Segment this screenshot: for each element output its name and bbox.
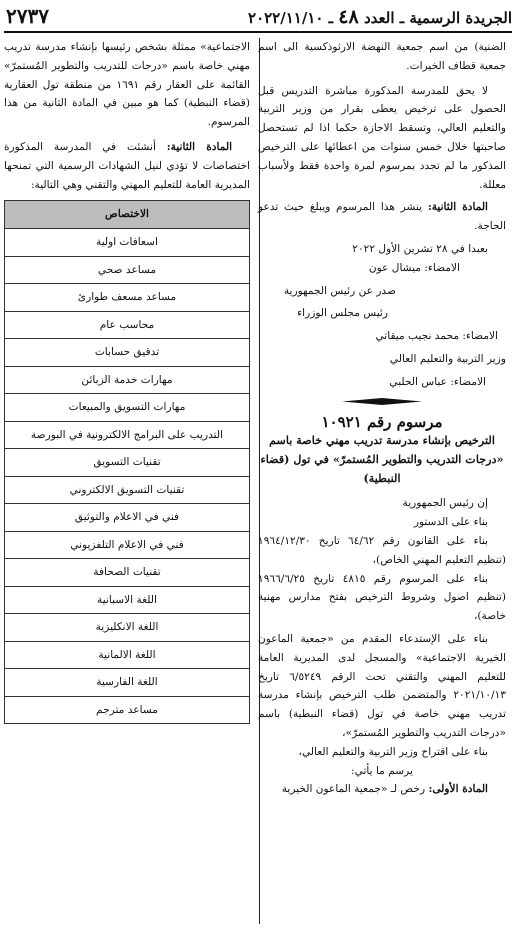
specialty-cell: محاسب عام <box>5 311 250 339</box>
table-row <box>5 476 250 504</box>
paragraph: بناء على المرسوم رقم ٤٨١٥ تاريخ ١٩٦٦/٦/٢٥ (تنظيم اصول وشروط الترخيص بفتح مدارس مهنية خاصة)، <box>258 572 506 623</box>
article-two <box>4 138 250 194</box>
specialty-cell: اللغة الالمانية <box>5 641 250 669</box>
table-row <box>5 696 250 724</box>
specialty-cell: مهارات التسويق والمبيعات <box>5 394 250 422</box>
paragraph: بناء على اقتراح وزير التربية والتعليم العالي، <box>298 745 488 758</box>
decree-title: مرسوم رقم ١٠٩٢١ <box>321 412 443 431</box>
page-number: ٢٧٣٧ <box>6 4 49 28</box>
article-text: أنشئت في المدرسة المذكورة اختصاصات لا تؤدي لنيل الشهادات الرسمية التي تمنحها المديرية العامة للتعليم المهني والتقني وهي التالية: <box>4 140 250 191</box>
table-row <box>5 256 250 284</box>
issue-label: العدد <box>363 9 395 27</box>
article-label: المادة الثانية: <box>166 140 233 153</box>
paragraph: بناء على الدستور <box>413 516 488 529</box>
header-rule <box>4 31 512 33</box>
table-row <box>5 449 250 477</box>
specialty-cell: مساعد مسعف طوارئ <box>5 284 250 312</box>
article-two <box>258 198 506 236</box>
left-column <box>4 38 250 724</box>
table-row <box>5 614 250 642</box>
article-text: ينشر هذا المرسوم ويبلغ حيث تدعو الحاجة. <box>258 201 506 233</box>
right-column <box>258 38 506 799</box>
specialty-cell: اسعافات اولية <box>5 229 250 257</box>
signature-line: الامضاء: ميشال عون <box>368 261 460 274</box>
specialty-cell: فني في الاعلام التلفزيوني <box>5 531 250 559</box>
table-row <box>5 339 250 367</box>
page-header <box>0 0 516 34</box>
paragraph: إن رئيس الجمهورية <box>402 497 488 510</box>
specialty-cell: تدقيق حسابات <box>5 339 250 367</box>
article-label: المادة الأولى: <box>428 783 488 796</box>
table-header: الاختصاص <box>5 201 250 229</box>
table-row <box>5 394 250 422</box>
specialty-cell: مهارات خدمة الزبائن <box>5 366 250 394</box>
paragraph: بناء على القانون رقم ٦٤/٦٢ تاريخ ١٩٦٤/١٢/٣٠ (تنظيم التعليم المهني الخاص)، <box>258 534 506 566</box>
article-one <box>258 780 506 799</box>
issue-number: ٤٨ <box>338 6 359 28</box>
place-date: بعبدا في ٢٨ تشرين الأول ٢٠٢٢ <box>352 242 488 255</box>
paragraph: الضنية) من اسم جمعية النهضة الارثوذكسية الى اسم جمعية قطاف الخيرات. <box>258 41 506 72</box>
table-row <box>5 669 250 697</box>
signature-line: الامضاء: محمد نجيب ميقاتي <box>375 330 498 343</box>
specialty-cell: اللغة الفارسية <box>5 669 250 697</box>
signature-line: وزير التربية والتعليم العالي <box>389 352 506 365</box>
table-row <box>5 229 250 257</box>
table-row <box>5 641 250 669</box>
table-row <box>5 366 250 394</box>
specialty-cell: التدريب على البرامج الالكترونية في البورصة <box>5 421 250 449</box>
table-row <box>5 421 250 449</box>
table-row <box>5 284 250 312</box>
signature-line: الامضاء: عباس الحلبي <box>389 375 486 388</box>
journal-header: الجريدة الرسمية ـ العدد ٤٨ ـ ٢٠٢٢/١١/١٠ <box>248 6 512 28</box>
issue-date: ٢٠٢٢/١١/١٠ <box>248 9 324 27</box>
specialties-table <box>4 200 250 724</box>
specialty-cell: تقنيات الصحافة <box>5 559 250 587</box>
article-text: رخص لـ «جمعية الماعون الخيرية <box>281 783 429 796</box>
table-row <box>5 559 250 587</box>
decree-intro: يرسم ما يأتي: <box>351 764 413 777</box>
signature-line: رئيس مجلس الوزراء <box>297 307 388 320</box>
table-row <box>5 504 250 532</box>
decree-subtitle: الترخيص بإنشاء مدرسة تدريب مهني خاصة باسم «درجات التدريب والتطوير المُستمرّ» في تول (قضاء النبطية) <box>260 433 504 486</box>
table-row <box>5 586 250 614</box>
article-label: المادة الثانية: <box>427 201 488 214</box>
ornament-divider <box>342 398 422 405</box>
table-row <box>5 531 250 559</box>
specialty-cell: تقنيات التسويق <box>5 449 250 477</box>
paragraph: بناء على الإستدعاء المقدم من «جمعية الماعون الخيرية الاجتماعية» والمسجل لدى المديرية العامة للتعليم المهني والتقني تحت الرقم ٦/٥٢٤٩ تاريخ ٢٠٢١/١٠/١٣ والمتضمن طلب الترخيص بإنشاء مدرسة تدريب مهني خاصة في تول (قضاء النبطية) باسم «درجات التدريب والتطوير المُستمرّ»، <box>258 632 506 739</box>
specialty-cell: اللغة الانكليزية <box>5 614 250 642</box>
specialty-cell: مساعد صحي <box>5 256 250 284</box>
specialty-cell: تقنيات التسويق الالكتروني <box>5 476 250 504</box>
specialties-list <box>5 229 250 724</box>
paragraph: الاجتماعية» ممثلة بشخص رئيسها بإنشاء مدرسة تدريب مهني خاصة باسم «درجات للتدريب والتطوير المُستمرّ» القائمة على العقار رقم ١٦٩١ من منطقة تول العقارية (قضاء النبطية) كما هو مبين في المادة الثانية من هذا المرسوم. <box>4 41 251 129</box>
specialty-cell: فني في الاعلام والتوثيق <box>5 504 250 532</box>
paragraph: لا يحق للمدرسة المذكورة مباشرة التدريس قبل الحصول على ترخيص يعطى بقرار من وزير التربية والتعليم العالي، وتسقط الاجازة حكما اذا لم تستحصل صاحبتها خلال خمس سنوات من اعطائها على الترخيص المذكور ما لم تجدد بمرسوم لمرة واحدة فقط ولأسباب معللة. <box>258 84 506 191</box>
specialty-cell: مساعد مترجم <box>5 696 250 724</box>
specialty-cell: اللغة الاسبانية <box>5 586 250 614</box>
journal-title: الجريدة الرسمية <box>409 9 512 27</box>
table-row <box>5 311 250 339</box>
signature-line: صدر عن رئيس الجمهورية <box>283 284 396 297</box>
